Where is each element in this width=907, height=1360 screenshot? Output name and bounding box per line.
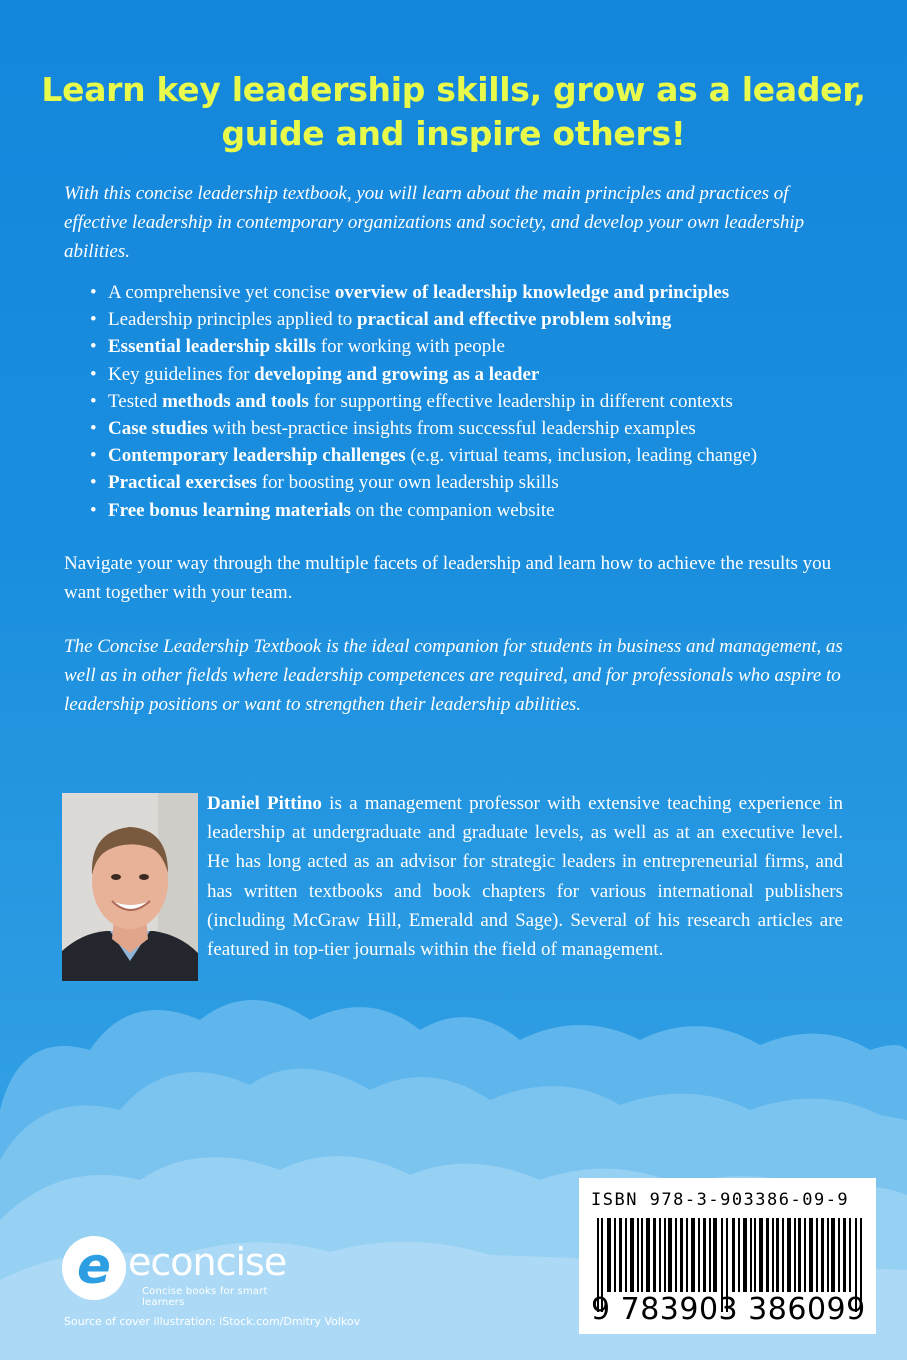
feature-item bbox=[90, 442, 890, 469]
feature-item bbox=[90, 415, 890, 442]
feature-text: for supporting effective leadership in different contexts bbox=[308, 390, 733, 412]
feature-highlight: developing and growing as a leader bbox=[254, 363, 540, 385]
headline-line-1: Learn key leadership skills, grow as a leader, bbox=[41, 70, 866, 109]
headline-line-2: guide and inspire others! bbox=[221, 114, 686, 153]
econcise-logo bbox=[62, 1234, 292, 1308]
isbn-barcode bbox=[579, 1178, 876, 1334]
ideal-companion-paragraph: The Concise Leadership Textbook is the ideal companion for students in business and management, as well as in other fields where leadership competences are required, and for professionals who aspire to leadership positions or want to strengthen their leadership abilities. bbox=[64, 636, 843, 715]
feature-text: Tested bbox=[108, 390, 163, 412]
author-bio bbox=[207, 789, 843, 964]
feature-highlight: methods and tools bbox=[162, 390, 309, 412]
feature-item bbox=[90, 388, 890, 415]
feature-text: with best-practice insights from successful leadership examples bbox=[207, 418, 696, 440]
feature-text: Leadership principles applied to bbox=[108, 309, 358, 331]
feature-item bbox=[90, 361, 890, 388]
feature-highlight: overview of leadership knowledge and principles bbox=[334, 282, 730, 303]
navigate-paragraph: Navigate your way through the multiple facets of leadership and learn how to achieve the results you want together with your team. bbox=[64, 553, 832, 603]
feature-highlight: Case studies bbox=[108, 418, 208, 440]
feature-highlight: Practical exercises bbox=[108, 472, 257, 494]
author-portrait-illustration bbox=[62, 793, 198, 981]
logo-mark: e bbox=[77, 1237, 111, 1295]
feature-text: Key guidelines for bbox=[108, 363, 255, 385]
feature-text: A comprehensive yet concise bbox=[108, 282, 335, 303]
author-photo bbox=[62, 793, 198, 981]
feature-highlight: Contemporary leadership challenges bbox=[108, 445, 406, 467]
feature-highlight: practical and effective problem solving bbox=[357, 309, 672, 331]
isbn-number: ISBN 978-3-903386-09-9 bbox=[591, 1190, 850, 1210]
feature-item bbox=[90, 279, 890, 306]
feature-text: on the companion website bbox=[350, 499, 555, 521]
feature-highlight: Free bonus learning materials bbox=[108, 499, 351, 521]
barcode-digits: 9 783903 386099 bbox=[591, 1292, 866, 1327]
logo-tagline: Concise books for smart learners bbox=[142, 1286, 268, 1308]
feature-item bbox=[90, 497, 890, 524]
feature-highlight: Essential leadership skills bbox=[108, 336, 316, 358]
intro-paragraph: With this concise leadership textbook, you will learn about the main principles and practices of effective leadership in contemporary organizations and society, and develop your own leadership abilities. bbox=[64, 183, 805, 262]
author-name: Daniel Pittino bbox=[207, 793, 322, 814]
feature-item bbox=[90, 333, 890, 360]
feature-item bbox=[90, 306, 890, 333]
author-bio-text: is a management professor with extensive teaching experience in leadership at undergraduate and graduate levels, as well as at an executive level. He has long acted as an advisor for strategic leaders in entrepreneurial firms, and has written textbooks and book chapters for various international publishers (including McGraw Hill, Emerald and Sage). Several of his research articles are featured in top-tier journals within the field of management. bbox=[207, 793, 843, 961]
feature-item bbox=[90, 469, 890, 496]
headline bbox=[40, 68, 867, 156]
feature-text: for working with people bbox=[316, 336, 505, 358]
feature-text: for boosting your own leadership skills bbox=[256, 472, 559, 494]
logo-wordmark: econcise bbox=[128, 1240, 287, 1284]
illustration-credit: Source of cover illustration: iStock.com/Dmitry Volkov bbox=[64, 1315, 361, 1328]
feature-text: (e.g. virtual teams, inclusion, leading change) bbox=[405, 445, 758, 467]
feature-list bbox=[90, 279, 890, 524]
